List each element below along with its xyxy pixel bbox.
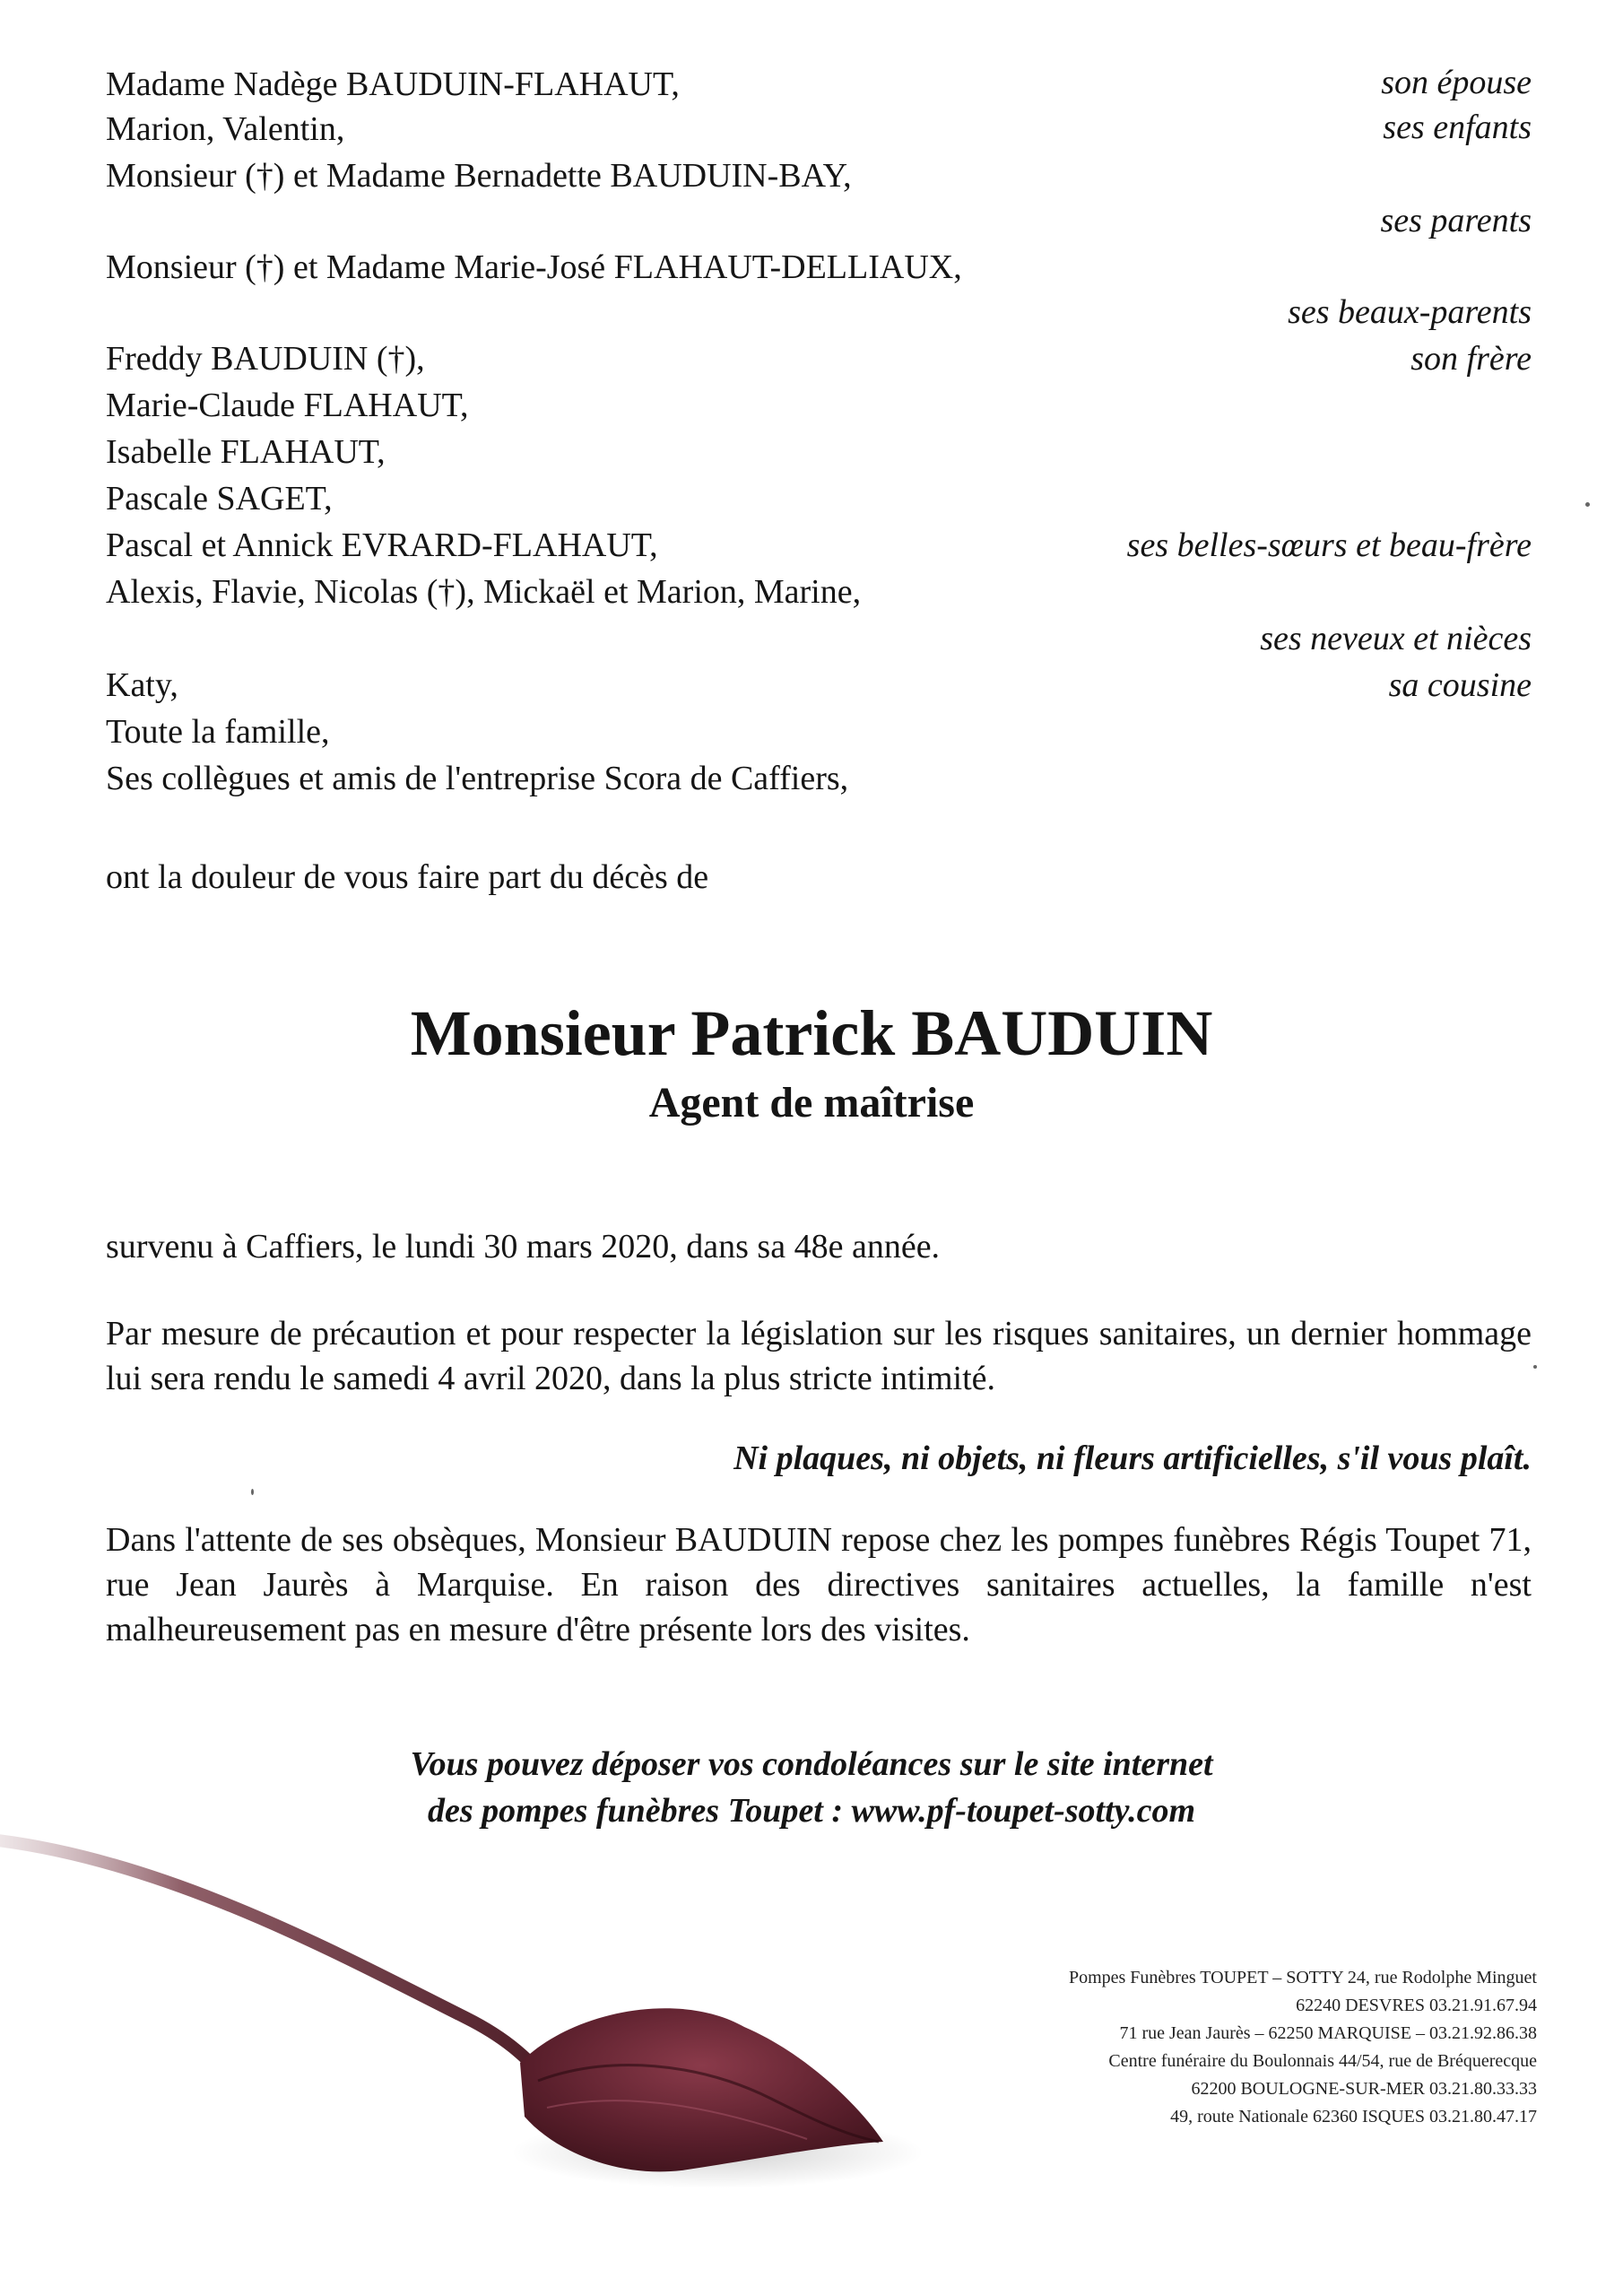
family-line-sister-in-law-3: Pascale SAGET, [106, 480, 333, 517]
family-line-sister-brother-in-law: Pascal et Annick EVRARD-FLAHAUT, [106, 526, 658, 564]
family-line-cousin: Katy, [106, 666, 178, 704]
footer-line: 71 rue Jean Jaurès – 62250 MARQUISE – 03.21.92.86.38 [1119, 2023, 1537, 2043]
relation-parents: ses parents [1380, 202, 1532, 239]
footer-line: 62200 BOULOGNE-SUR-MER 03.21.80.33.33 [1191, 2079, 1537, 2099]
family-line-parents: Monsieur (†) et Madame Bernadette BAUDUIN-BAY, [106, 157, 852, 195]
announcement: ont la douleur de vous faire part du décès de [106, 858, 709, 896]
no-flowers-notice: Ni plaques, ni objets, ni fleurs artificielles, s'il vous plaît. [733, 1439, 1532, 1477]
relation-parents-in-law: ses beaux-parents [1288, 293, 1532, 331]
footer-line: 49, route Nationale 62360 ISQUES 03.21.80.47.17 [1170, 2107, 1537, 2126]
family-line-sister-in-law-2: Isabelle FLAHAUT, [106, 433, 386, 471]
family-line-nephews: Alexis, Flavie, Nicolas (†), Mickaël et Marion, Marine, [106, 573, 862, 611]
relation-children: ses enfants [1383, 109, 1532, 146]
relation-nephews-nieces: ses neveux et nièces [1260, 620, 1532, 657]
relation-brother: son frère [1410, 340, 1532, 378]
scan-speck [251, 1489, 254, 1495]
condolences-line-1: Vous pouvez déposer vos condoléances sur le site internet [410, 1745, 1213, 1783]
family-line-parents-in-law: Monsieur (†) et Madame Marie-José FLAHAUT-DELLIAUX, [106, 248, 962, 286]
scan-speck [1533, 1365, 1537, 1369]
rest-paragraph: Dans l'attente de ses obsèques, Monsieur BAUDUIN repose chez les pompes funèbres Régis Toupet 71, rue Jean Jaurès à Marquise. En raison des directives sanitaires actuelles, la famille n'est malheureusement pas en mesure d'être présente lors des visites. [106, 1521, 1532, 1648]
family-line-whole-family: Toute la famille, [106, 713, 330, 751]
condolences-line-2: des pompes funèbres Toupet : www.pf-toupet-sotty.com [427, 1792, 1196, 1830]
footer-line: 62240 DESVRES 03.21.91.67.94 [1296, 1996, 1537, 2015]
footer-line: Centre funéraire du Boulonnais 44/54, rue de Bréquerecque [1108, 2051, 1537, 2071]
relation-cousin: sa cousine [1388, 666, 1532, 704]
ceremony-paragraph: Par mesure de précaution et pour respecter la législation sur les risques sanitaires, un dernier hommage lui sera rendu le samedi 4 avril 2020, dans la plus stricte intimité. [106, 1315, 1532, 1397]
family-line-sister-in-law-1: Marie-Claude FLAHAUT, [106, 387, 469, 424]
funeral-home-contact [1069, 1964, 1537, 2131]
family-line-spouse: Madame Nadège BAUDUIN-FLAHAUT, [106, 65, 680, 103]
relation-sisters-brother-in-law: ses belles-sœurs et beau-frère [1126, 526, 1532, 564]
scan-speck [1585, 502, 1590, 507]
relation-spouse: son épouse [1381, 64, 1532, 101]
calla-lily-icon [0, 1785, 950, 2296]
family-line-brother: Freddy BAUDUIN (†), [106, 340, 425, 378]
family-line-children: Marion, Valentin, [106, 110, 345, 148]
death-date-paragraph: survenu à Caffiers, le lundi 30 mars 2020, dans sa 48e année. [106, 1228, 941, 1265]
deceased-title: Agent de maîtrise [648, 1079, 975, 1126]
footer-line: Pompes Funèbres TOUPET – SOTTY 24, rue Rodolphe Minguet [1068, 1968, 1537, 1987]
family-line-colleagues: Ses collègues et amis de l'entreprise Scora de Caffiers, [106, 760, 849, 797]
deceased-name: Monsieur Patrick BAUDUIN [410, 997, 1213, 1069]
